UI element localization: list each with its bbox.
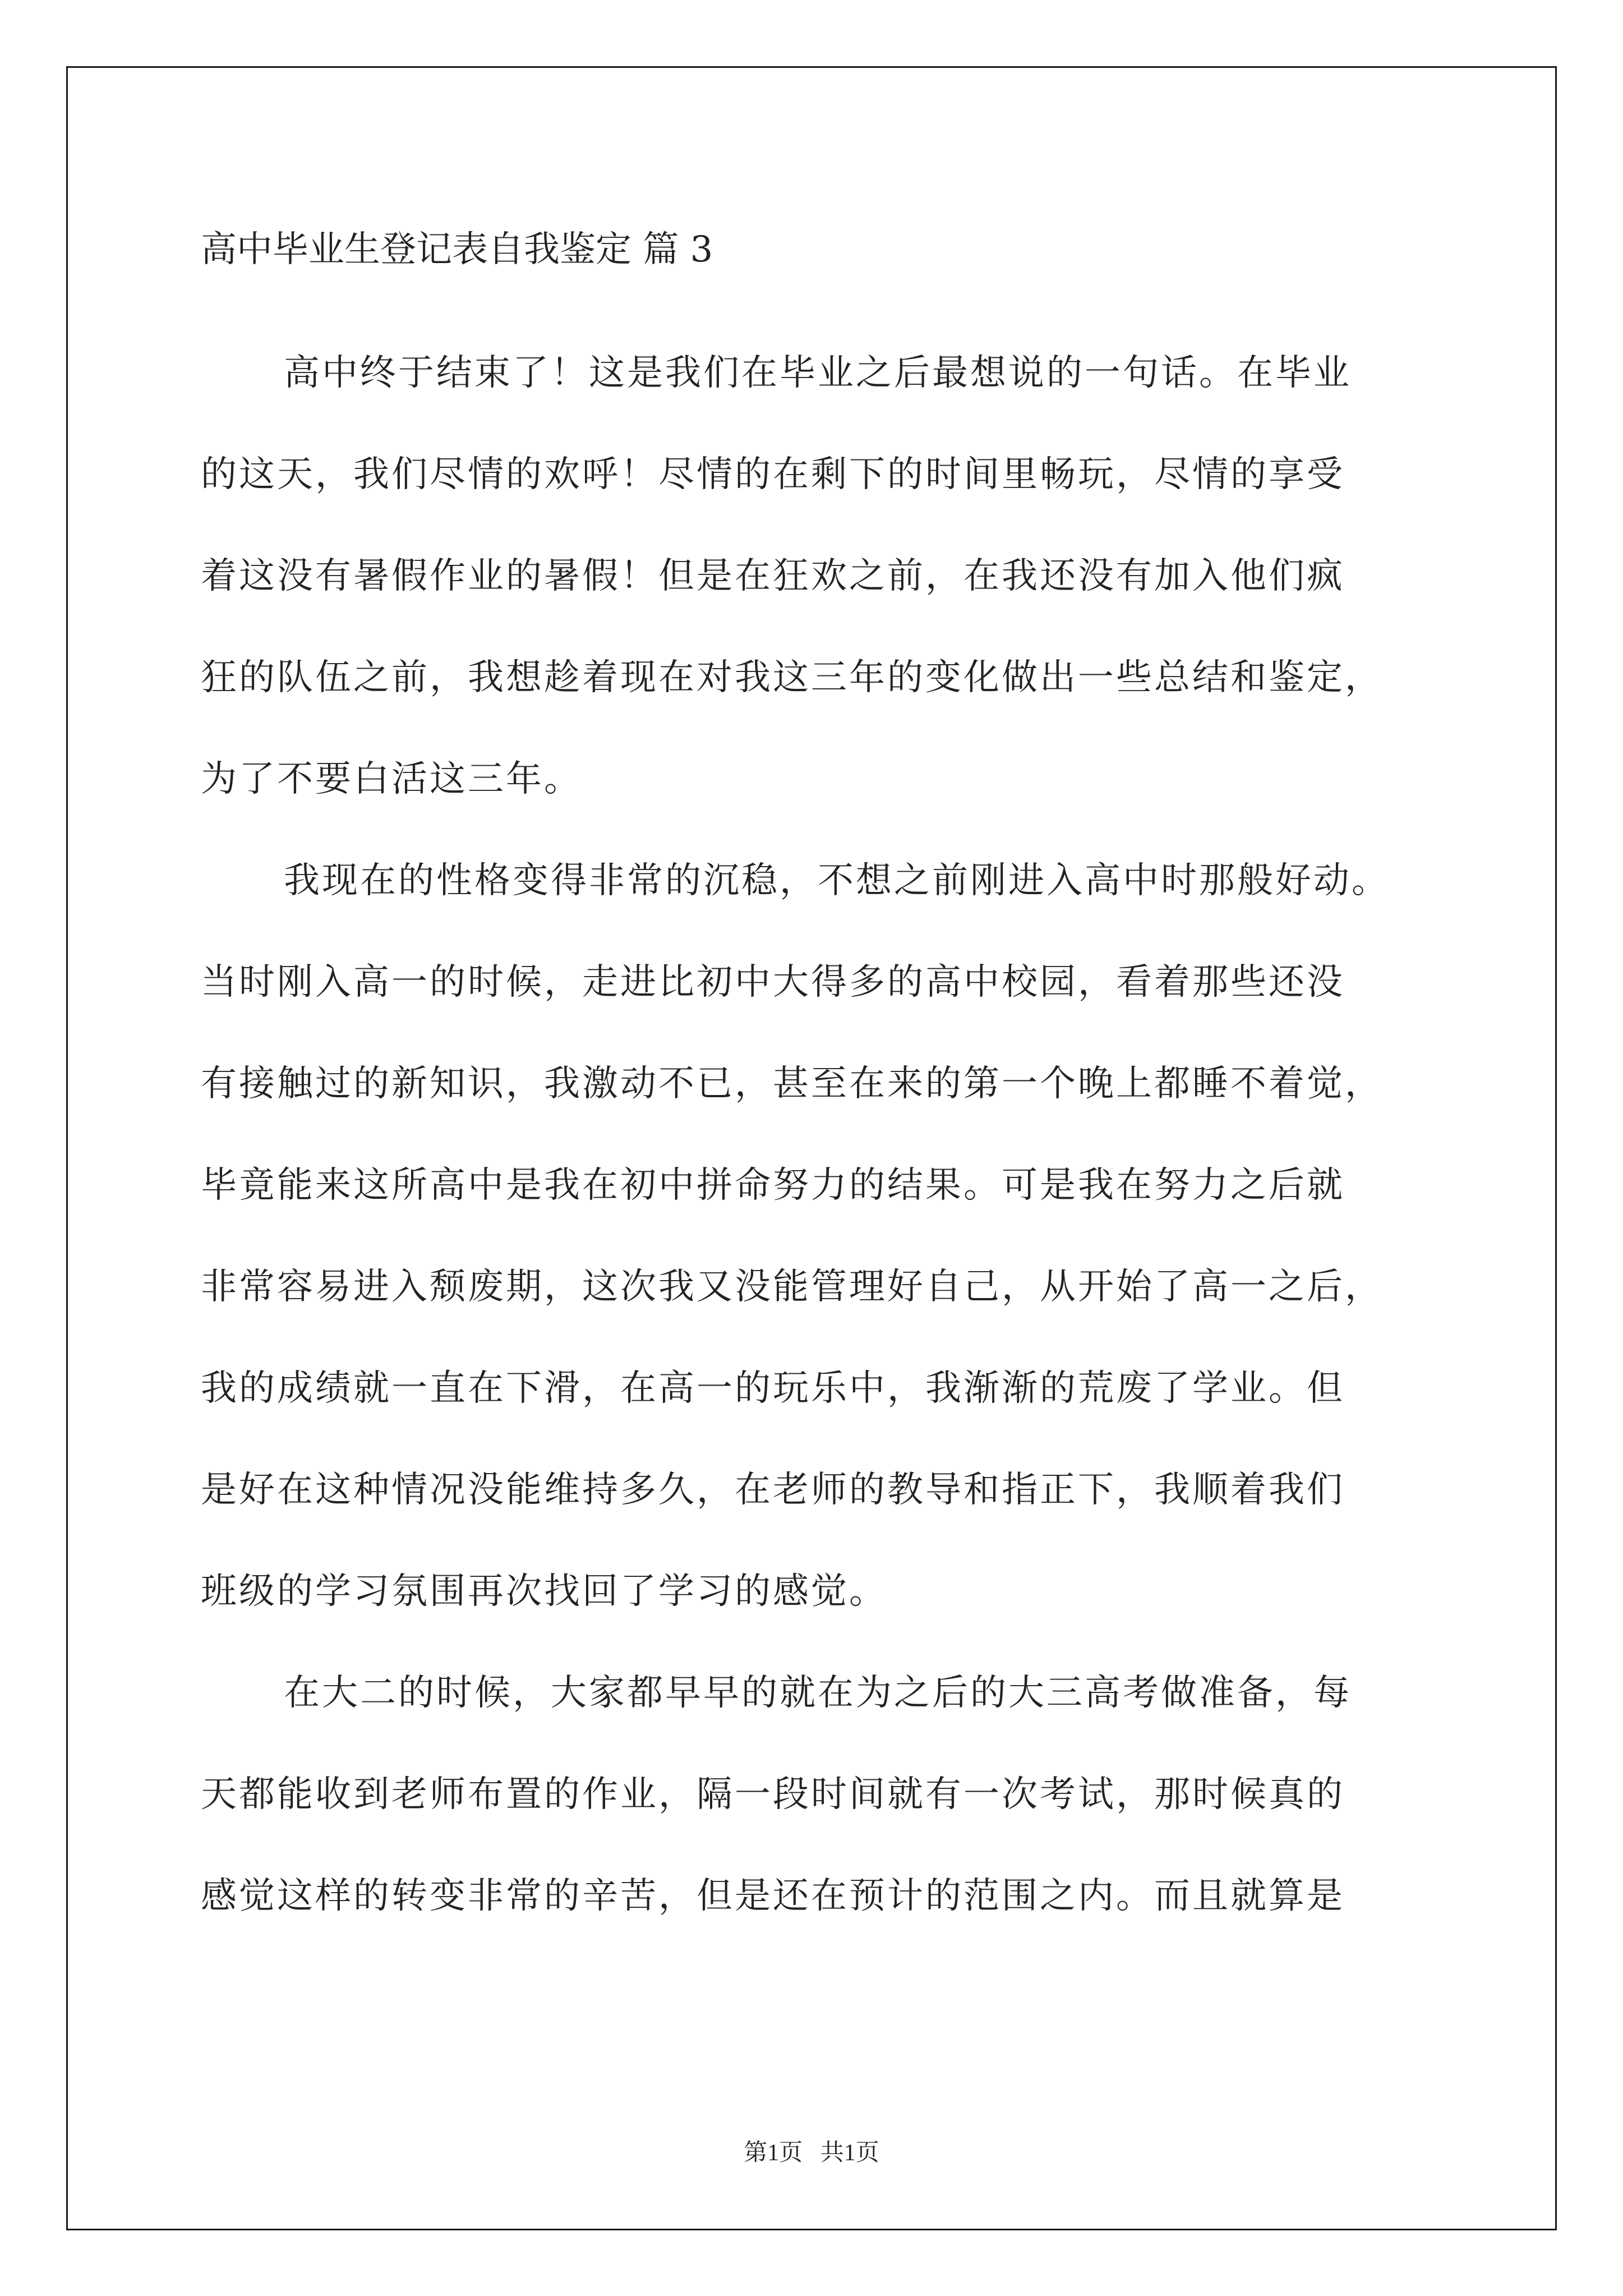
paragraph-line: 当时刚入高一的时候，走进比初中大得多的高中校园，看着那些还没 (201, 961, 1345, 1003)
document-title: 高中毕业生登记表自我鉴定 篇 3 (201, 229, 713, 270)
paragraph-line: 高中终于结束了！这是我们在毕业之后最想说的一句话。在毕业 (284, 352, 1352, 394)
paragraph-line: 天都能收到老师布置的作业，隔一段时间就有一次考试，那时候真的 (201, 1774, 1345, 1815)
paragraph-line: 狂的队伍之前，我想趁着现在对我这三年的变化做出一些总结和鉴定， (201, 657, 1383, 698)
paragraph-line: 有接触过的新知识，我激动不已，甚至在来的第一个晚上都睡不着觉， (201, 1063, 1383, 1105)
paragraph-line: 非常容易进入颓废期，这次我又没能管理好自己，从开始了高一之后， (201, 1266, 1383, 1308)
page-footer: 第1页 共1页 (744, 2140, 879, 2166)
paragraph-line: 为了不要白活这三年。 (201, 758, 582, 800)
paragraph-line: 的这天，我们尽情的欢呼！尽情的在剩下的时间里畅玩，尽情的享受 (201, 454, 1345, 495)
paragraph-line: 我现在的性格变得非常的沉稳，不想之前刚进入高中时那般好动。 (284, 860, 1390, 901)
document-body (201, 323, 1429, 1947)
paragraph-3 (201, 1642, 1429, 1947)
paragraph-1 (201, 323, 1429, 830)
paragraph-line: 班级的学习氛围再次找回了学习的感觉。 (201, 1571, 887, 1612)
paragraph-2 (201, 830, 1429, 1642)
paragraph-line: 毕竟能来这所高中是我在初中拼命努力的结果。可是我在努力之后就 (201, 1165, 1345, 1206)
paragraph-line: 着这没有暑假作业的暑假！但是在狂欢之前，在我还没有加入他们疯 (201, 555, 1345, 597)
paragraph-line: 我的成绩就一直在下滑，在高一的玩乐中，我渐渐的荒废了学业。但 (201, 1368, 1345, 1409)
paragraph-line: 在大二的时候，大家都早早的就在为之后的大三高考做准备，每 (284, 1672, 1352, 1714)
paragraph-line: 是好在这种情况没能维持多久，在老师的教导和指正下，我顺着我们 (201, 1469, 1345, 1511)
paragraph-line: 感觉这样的转变非常的辛苦，但是还在预计的范围之内。而且就算是 (201, 1875, 1345, 1917)
